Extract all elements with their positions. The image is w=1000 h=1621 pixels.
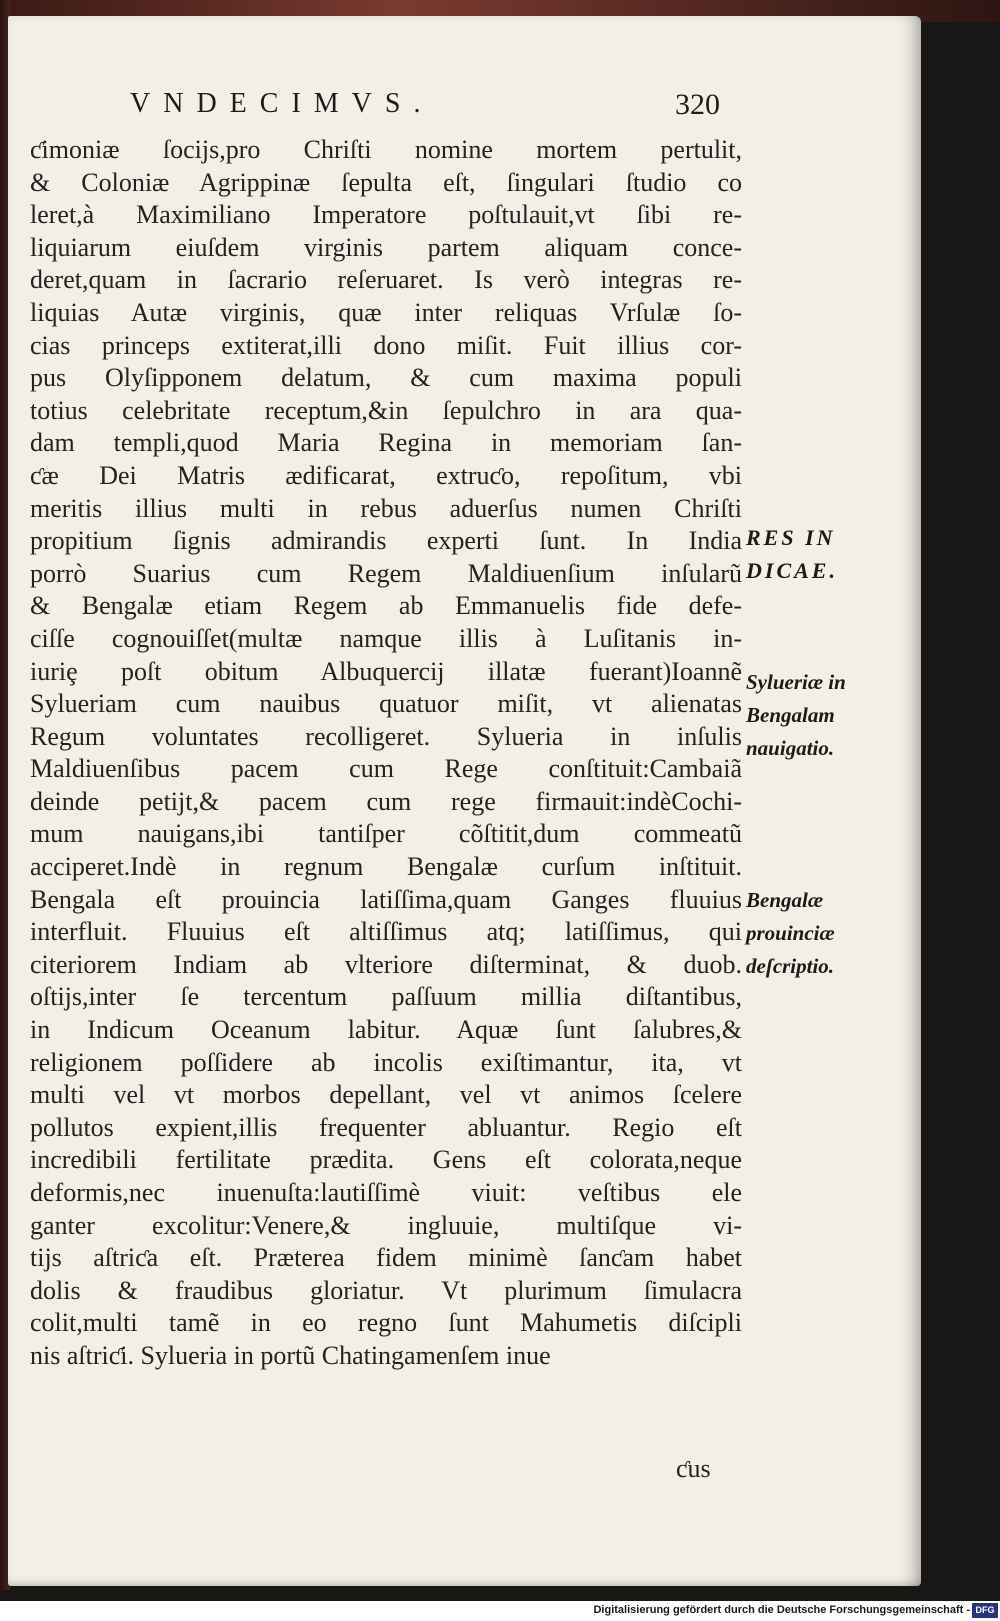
text-line: porrò Suarius cum Regem Maldiuenſium inſularũ — [30, 558, 742, 588]
text-line: cias princeps extiterat,illi dono miſit. Fuit illius cor- — [30, 330, 742, 360]
funding-credit: Digitalisierung gefördert durch die Deutsche Forschungsgemeinschaft - — [593, 1604, 970, 1616]
margin-note-line: Bengalam — [746, 703, 835, 727]
text-line: in Indicum Oceanum labitur. Aquæ ſunt ſalubres,& — [30, 1015, 742, 1045]
catchword: ƈus — [676, 1454, 711, 1483]
text-line: ƈimoniæ ſocijs,pro Chriſti nomine mortem pertulit, — [30, 135, 742, 164]
running-head: VNDECIMVS. — [130, 88, 434, 119]
margin-note-res-indicae — [746, 521, 868, 587]
margin-note-line: nauigatio. — [746, 736, 835, 760]
text-line: Regum voluntates recolligeret. Sylueria in inſulis — [30, 721, 742, 751]
text-line: religionem poſſidere ab incolis exiſtimantur, ita, vt — [30, 1047, 742, 1077]
margin-note-line: DICAE. — [746, 558, 838, 583]
text-line: incredibili fertilitate prædita. Gens eſt colorata,neque — [30, 1145, 742, 1175]
margin-note-syluerie — [746, 666, 868, 765]
text-line: oſtijs,inter ſe tercentum paſſuum millia diſtantibus, — [30, 982, 742, 1012]
margin-note-line: Bengalæ — [746, 888, 824, 912]
text-line: meritis illius multi in rebus aduerſus numen Chriſti — [30, 493, 742, 523]
margin-note-bengalae — [746, 884, 868, 983]
text-line: ƈæ Dei Matris ædificarat, extruƈo, repoſitum, vbi — [30, 460, 742, 490]
text-line: ciſſe cognouiſſet(multæ namque illis à Luſitanis in- — [30, 623, 742, 653]
text-line: citeriorem Indiam ab vlteriore diſterminat, & duob. — [30, 949, 742, 979]
text-line: liquiarum eiuſdem virginis partem aliquam conce- — [30, 232, 742, 262]
text-line: acciperet.Indè in regnum Bengalæ curſum inſtituit. — [30, 852, 742, 882]
text-line: Maldiuenſibus pacem cum Rege conſtituit:Cambaiã — [30, 754, 742, 784]
text-line: propitium ſignis admirandis experti ſunt. In India — [30, 526, 742, 556]
text-line: mum nauigans,ibi tantiſper cõſtitit,dum commeatũ — [30, 819, 742, 849]
text-line: tijs aſtriƈa eſt. Præterea fidem minimè ſanƈam habet — [30, 1243, 742, 1273]
page-header — [130, 88, 720, 130]
text-line: ganter excolitur:Venere,& ingluuie, multiſque vi- — [30, 1210, 742, 1240]
margin-note-line: RES IN — [746, 525, 836, 550]
text-line: deret,quam in ſacrario reſeruaret. Is verò integras re- — [30, 265, 742, 295]
margin-note-line: deſcriptio. — [746, 954, 835, 978]
credit-bar — [0, 1601, 1000, 1621]
text-line: pollutos expient,illis frequenter abluantur. Regio eſt — [30, 1112, 742, 1142]
text-line: nis aſtriƈi. Sylueria in portũ Chatingamenſem inue — [30, 1340, 551, 1370]
page-number: 320 — [675, 88, 720, 121]
text-line: pus Olyſipponem delatum, & cum maxima populi — [30, 363, 742, 393]
margin-note-line: prouinciæ — [746, 921, 835, 945]
text-line: iuriȩ poſt obitum Albuquercij illatæ fuerant)Ioannẽ — [30, 656, 742, 686]
text-line: dam templi,quod Maria Regina in memoriam ſan- — [30, 428, 742, 458]
book-page — [8, 16, 921, 1586]
text-line: deformis,nec inuenuſta:lautiſſimè viuit: veſtibus ele — [30, 1178, 742, 1207]
margin-note-line: Syluerіæ in — [746, 670, 846, 694]
text-line: totius celebritate receptum,&in ſepulchro in ara qua- — [30, 395, 742, 425]
text-line: & Coloniæ Agrippinæ ſepulta eſt, ſingulari ſtudio co — [30, 167, 742, 197]
text-line: colit,multi tamẽ in eo regno ſunt Mahumetis diſcipli — [30, 1308, 742, 1338]
text-line: Bengala eſt prouincia latiſſima,quam Ganges fluuius — [30, 884, 742, 914]
text-line: dolis & fraudibus gloriatur. Vt plurimum ſimulacra — [30, 1275, 742, 1305]
text-line: liquias Autæ virginis, quæ inter reliquas Vrſulæ ſo- — [30, 297, 742, 327]
text-line: deinde petijt,& pacem cum rege firmauit:indèCochi- — [30, 786, 742, 816]
text-line: interfluit. Fluuius eſt altiſſimus atq; latiſſimus, qui — [30, 917, 742, 947]
text-line: multi vel vt morbos depellant, vel vt animos ſcelere — [30, 1080, 742, 1110]
text-line: leret,à Maximiliano Imperatore poſtulauit,vt ſibi re- — [30, 200, 742, 230]
body-text — [30, 134, 742, 1373]
dfg-logo: DFG — [972, 1603, 998, 1618]
text-line: Syluerіam cum nauibus quatuor miſit, vt alienatas — [30, 689, 742, 719]
text-line: & Bengalæ etiam Regem ab Emmanuelis fide defe- — [30, 591, 742, 621]
